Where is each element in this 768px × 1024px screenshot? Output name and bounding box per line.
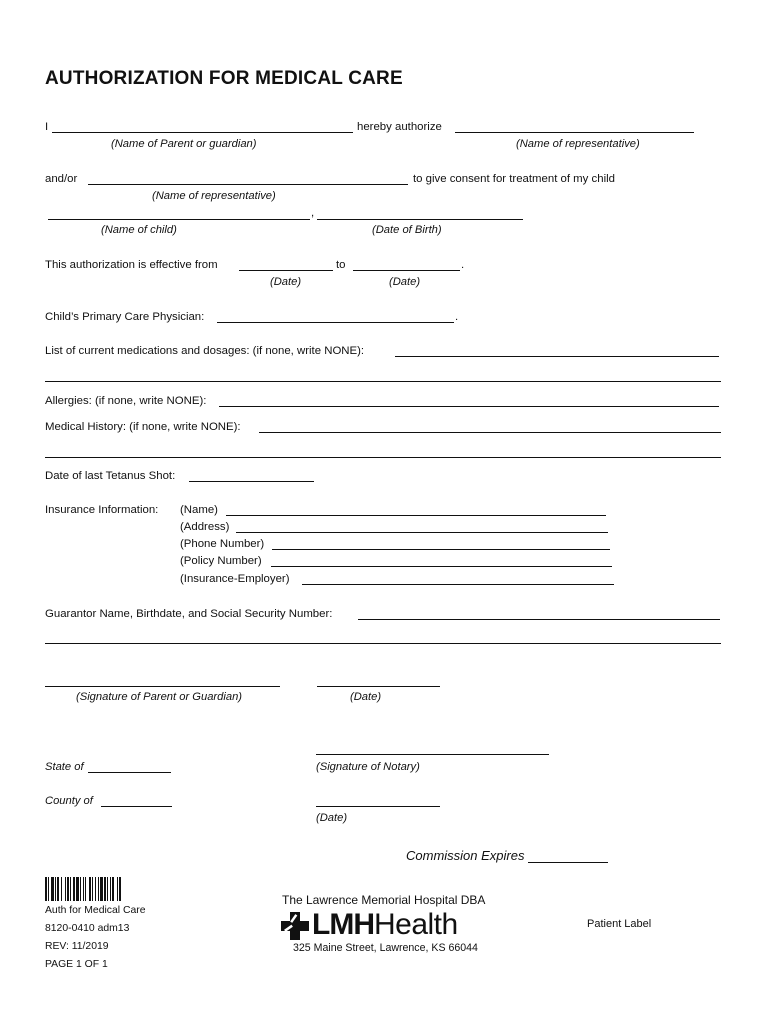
date-of-birth-field[interactable]: [317, 219, 523, 220]
effective-to-text: to: [336, 259, 346, 271]
child-caption: (Name of child): [101, 224, 177, 236]
dob-caption: (Date of Birth): [372, 224, 442, 236]
physician-period: .: [455, 311, 459, 323]
from-date-caption: (Date): [270, 276, 302, 288]
hospital-name: The Lawrence Memorial Hospital DBA: [282, 893, 486, 907]
history-label: Medical History: (if none, write NONE):: [45, 421, 241, 433]
physician-field[interactable]: [217, 322, 454, 323]
lmh-health-logo: [312, 910, 458, 940]
allergies-field[interactable]: [219, 406, 719, 407]
county-of-label: County of: [45, 795, 93, 807]
representative-name-field-1[interactable]: [455, 132, 694, 133]
to-date-caption: (Date): [389, 276, 421, 288]
representative-name-field-2[interactable]: [88, 184, 408, 185]
consent-text: to give consent for treatment of my child: [413, 173, 615, 185]
guarantor-label: Guarantor Name, Birthdate, and Social Security Number:: [45, 608, 333, 620]
notary-date-field[interactable]: [316, 806, 440, 807]
medications-field[interactable]: [395, 356, 719, 357]
notary-signature-field[interactable]: [316, 754, 549, 755]
parent-signature-caption: (Signature of Parent or Guardian): [76, 691, 243, 703]
form-name: Auth for Medical Care: [45, 905, 146, 916]
patient-label: Patient Label: [587, 918, 652, 930]
page-number: PAGE 1 OF 1: [45, 959, 108, 970]
insurance-label: Insurance Information:: [45, 504, 159, 516]
notary-signature-caption: (Signature of Notary): [316, 761, 420, 773]
tetanus-label: Date of last Tetanus Shot:: [45, 470, 176, 482]
insurance-name-field[interactable]: [226, 515, 606, 516]
tetanus-date-field[interactable]: [189, 481, 314, 482]
insurance-employer-field[interactable]: [302, 584, 614, 585]
medications-field-line-2[interactable]: [45, 381, 721, 382]
guarantor-field-line-2[interactable]: [45, 643, 721, 644]
effective-label: This authorization is effective from: [45, 259, 218, 271]
county-field[interactable]: [101, 806, 172, 807]
insurance-policy-field[interactable]: [271, 566, 612, 567]
insurance-phone-label: (Phone Number): [180, 538, 265, 550]
logo-light-text: Health: [373, 908, 458, 941]
insurance-phone-field[interactable]: [272, 549, 610, 550]
form-revision: REV: 11/2019: [45, 941, 109, 952]
commission-label: Commission Expires: [406, 848, 525, 863]
intro-prefix: I: [45, 121, 49, 133]
representative-caption-1: (Name of representative): [516, 138, 640, 150]
insurance-name-label: (Name): [180, 504, 218, 516]
guarantor-field[interactable]: [358, 619, 720, 620]
comma-text: ,: [311, 207, 315, 219]
effective-period: .: [461, 259, 465, 271]
insurance-policy-label: (Policy Number): [180, 555, 262, 567]
authorize-text: hereby authorize: [357, 121, 442, 133]
notary-date-caption: (Date): [316, 812, 348, 824]
state-field[interactable]: [88, 772, 171, 773]
form-title: AUTHORIZATION FOR MEDICAL CARE: [45, 68, 403, 89]
effective-to-date-field[interactable]: [353, 270, 460, 271]
allergies-label: Allergies: (if none, write NONE):: [45, 395, 207, 407]
parent-signature-date-field[interactable]: [317, 686, 440, 687]
hospital-address: 325 Maine Street, Lawrence, KS 66044: [293, 942, 478, 954]
parent-date-caption: (Date): [350, 691, 382, 703]
child-name-field[interactable]: [48, 219, 310, 220]
commission-expires-field[interactable]: [528, 862, 608, 863]
representative-caption-2: (Name of representative): [152, 190, 276, 202]
logo-bold-text: LMH: [312, 908, 374, 941]
effective-from-date-field[interactable]: [239, 270, 333, 271]
medications-label: List of current medications and dosages: (if none, write NONE):: [45, 345, 365, 357]
lmh-cross-icon: [280, 911, 310, 941]
history-field[interactable]: [259, 432, 721, 433]
parent-name-field[interactable]: [52, 132, 353, 133]
history-field-line-2[interactable]: [45, 457, 721, 458]
form-code: 8120-0410 adm13: [45, 923, 130, 934]
state-of-label: State of: [45, 761, 84, 773]
parent-signature-field[interactable]: [45, 686, 280, 687]
insurance-employer-label: (Insurance-Employer): [180, 573, 290, 585]
parent-caption: (Name of Parent or guardian): [111, 138, 257, 150]
insurance-address-label: (Address): [180, 521, 230, 533]
physician-label: Child’s Primary Care Physician:: [45, 311, 205, 323]
insurance-address-field[interactable]: [236, 532, 608, 533]
andor-text: and/or: [45, 173, 78, 185]
barcode-icon: [45, 877, 161, 901]
